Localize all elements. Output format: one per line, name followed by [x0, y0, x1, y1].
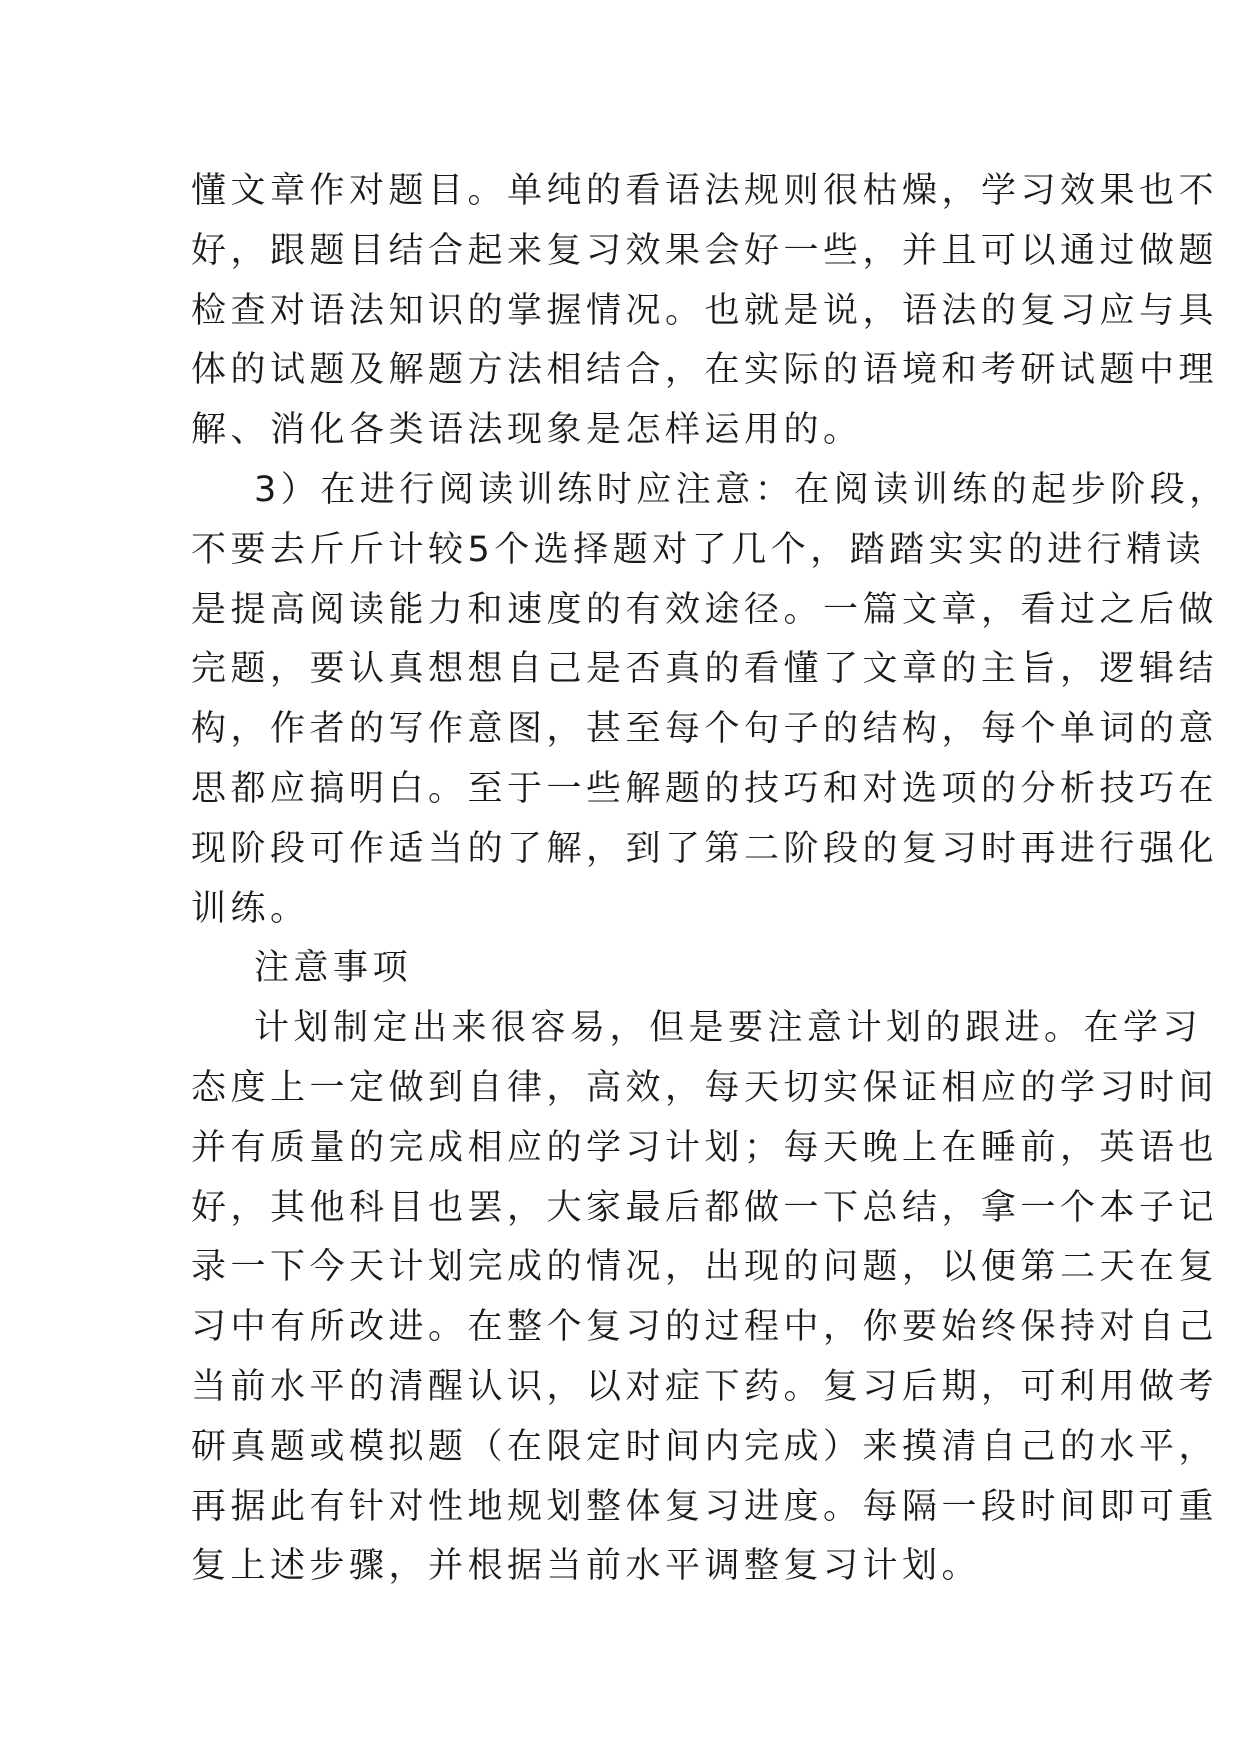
text-line: 训练。: [191, 888, 310, 929]
text-line: 完题，要认真想想自己是否真的看懂了文章的主旨，逻辑结: [191, 649, 1219, 690]
text-line: 懂文章作对题目。单纯的看语法规则很枯燥，学习效果也不: [191, 171, 1219, 211]
text-line: 体的试题及解题方法相结合，在实际的语境和考研试题中理: [191, 350, 1219, 391]
document-body: [191, 162, 1229, 1597]
text-line: 复上述步骤，并根据当前水平调整复习计划。: [191, 1546, 982, 1587]
text-line: 并有质量的完成相应的学习计划；每天晚上在睡前，英语也: [191, 1127, 1219, 1168]
text-line: 习中有所改进。在整个复习的过程中，你要始终保持对自己: [191, 1307, 1219, 1348]
text-line: 态度上一定做到自律，高效，每天切实保证相应的学习时间: [191, 1067, 1219, 1108]
text-line: 解、消化各类语法现象是怎样运用的。: [191, 410, 863, 451]
paragraph-reading: [191, 461, 1229, 939]
text-line: 3）在进行阅读训练时应注意：在阅读训练的起步阶段，: [254, 469, 1229, 510]
text-line: 是提高阅读能力和速度的有效途径。一篇文章，看过之后做: [191, 589, 1219, 630]
text-line: 录一下今天计划完成的情况，出现的问题，以便第二天在复: [191, 1247, 1219, 1288]
heading-text: 注意事项: [254, 948, 413, 989]
paragraph-grammar: [191, 162, 1219, 461]
section-heading-notes: [191, 939, 1051, 999]
text-line: 计划制定出来很容易，但是要注意计划的跟进。在学习: [254, 1008, 1203, 1049]
text-line: 思都应搞明白。至于一些解题的技巧和对选项的分析技巧在: [191, 768, 1219, 809]
text-line: 研真题或模拟题（在限定时间内完成）来摸清自己的水平，: [191, 1426, 1219, 1467]
text-line: 好，跟题目结合起来复习效果会好一些，并且可以通过做题: [191, 230, 1219, 271]
text-line: 再据此有针对性地规划整体复习进度。每隔一段时间即可重: [191, 1486, 1219, 1527]
text-line: 好，其他科目也罢，大家最后都做一下总结，拿一个本子记: [191, 1187, 1219, 1228]
text-line: 现阶段可作适当的了解，到了第二阶段的复习时再进行强化: [191, 828, 1219, 869]
text-line: 构，作者的写作意图，甚至每个句子的结构，每个单词的意: [191, 709, 1219, 750]
text-line: 检查对语法知识的掌握情况。也就是说，语法的复习应与具: [191, 290, 1219, 331]
text-line: 不要去斤斤计较5个选择题对了几个，踏踏实实的进行精读: [191, 529, 1206, 570]
text-line: 当前水平的清醒认识，以对症下药。复习后期，可利用做考: [191, 1366, 1219, 1407]
paragraph-plan: [191, 999, 1219, 1597]
